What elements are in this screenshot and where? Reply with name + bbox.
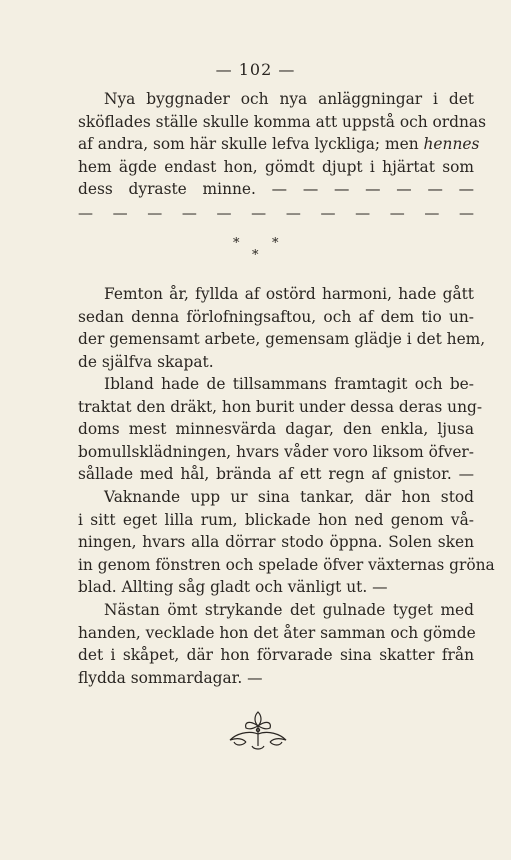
text-line: flydda sommardagar. — bbox=[78, 668, 263, 687]
text-line: Nya byggnader och nya anläggningar i det bbox=[104, 90, 474, 108]
text-line: ningen, hvars alla dörrar stodo öppna. Solen sken bbox=[78, 533, 474, 552]
text-line: Femton år, fyllda af ostörd harmoni, hade gått bbox=[104, 285, 474, 303]
text-line: traktat den dräkt, hon burit under dessa deras ung- bbox=[78, 397, 483, 416]
text-line: Vaknande upp ur sina tankar, där hon stod bbox=[104, 488, 474, 506]
text-line: af andra, som här skulle lefva lyckliga; men hennes bbox=[78, 135, 480, 154]
paragraph-3 bbox=[78, 373, 483, 486]
text-line: Nästan ömt strykande det gulnade tyget med bbox=[104, 601, 474, 619]
text-line: in genom fönstren och spelade öfver växternas gröna bbox=[78, 555, 495, 574]
asterisk-left: * bbox=[233, 236, 240, 251]
text-line: sköflades ställe skulle komma att uppstå och ordnas bbox=[78, 112, 486, 131]
paragraph-1 bbox=[78, 88, 486, 201]
text-line: handen, vecklade hon det åter samman och gömde bbox=[78, 623, 476, 642]
text-line: Ibland hade de tillsammans framtagit och be- bbox=[104, 375, 474, 393]
asterism-separator bbox=[0, 236, 511, 266]
dash-row-text: — — — — — — — — — — — — bbox=[78, 204, 474, 222]
text-line: doms mest minnesvärda dagar, den enkla, ljusa bbox=[78, 420, 474, 439]
text-line: de själfva skapat. bbox=[78, 352, 214, 371]
text-line: blad. Allting såg gladt och vänligt ut. — bbox=[78, 578, 388, 597]
asterisk-right: * bbox=[272, 236, 279, 251]
dash-separator-row bbox=[78, 204, 474, 222]
paragraph-2 bbox=[78, 283, 486, 373]
text-line: dess dyraste minne. — — — — — — — bbox=[78, 180, 474, 199]
text-line: sållade med hål, brända af ett regn af gnistor. — bbox=[78, 465, 474, 484]
floral-ornament-icon bbox=[226, 706, 290, 752]
paragraph-4 bbox=[78, 486, 495, 599]
text-line: bomullsklädningen, hvars våder voro liksom öfver- bbox=[78, 442, 474, 461]
text-line: hem ägde endast hon, gömdt djupt i hjärtat som bbox=[78, 157, 474, 176]
paragraph-5 bbox=[78, 599, 474, 689]
text-line: der gemensamt arbete, gemensam glädje i det hem, bbox=[78, 330, 486, 349]
asterisk-bottom: * bbox=[252, 248, 259, 263]
text-line: det i skåpet, där hon förvarade sina skatter från bbox=[78, 646, 474, 665]
text-line: sedan denna förlofningsaftou, och af dem tio un- bbox=[78, 307, 474, 326]
page-number: — 102 — bbox=[215, 60, 296, 79]
text-line: i sitt eget lilla rum, blickade hon ned genom vå- bbox=[78, 510, 474, 529]
